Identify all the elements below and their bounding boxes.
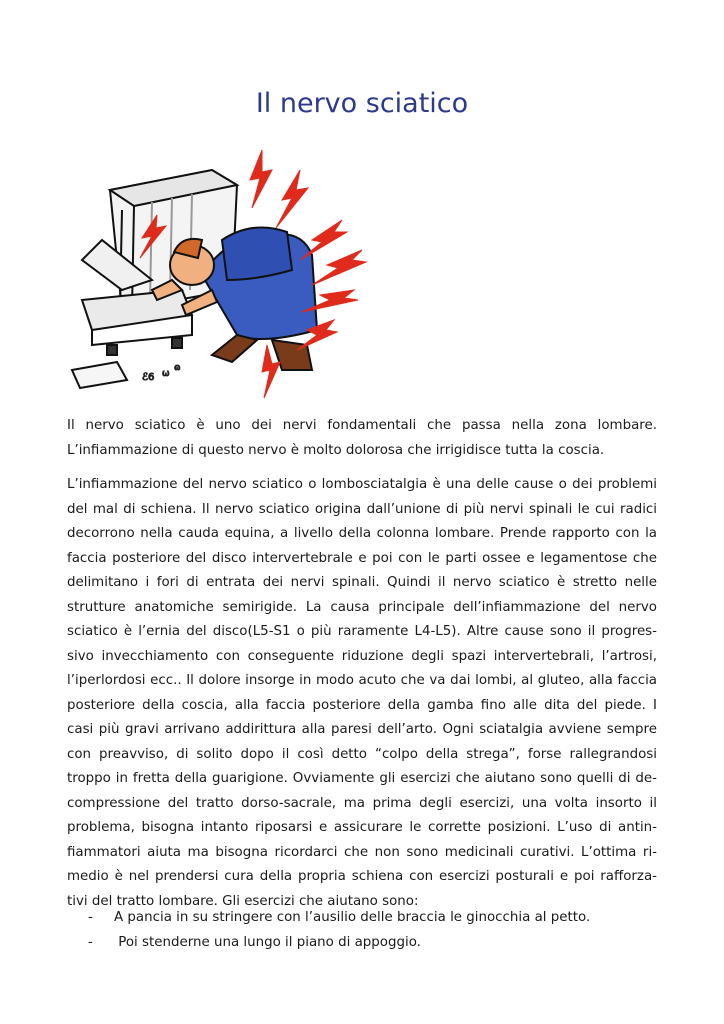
paragraph-line: faccia posteriore del disco intervertebrale e poi con le parti ossee e legamentose che [67, 550, 657, 566]
paragraph-line: posteriore della coscia, alla faccia posteriore della gamba fino alle dita del piede. I [67, 697, 657, 713]
paragraph-line: troppo in fretta della guarigione. Ovviamente gli esercizi che aiutano sono quelli di de- [67, 771, 657, 786]
exercise-list [88, 905, 658, 955]
body-paragraph [67, 473, 657, 914]
intro-paragraph [67, 414, 657, 463]
paragraph-line: del mal di schiena. Il nervo sciatico origina dall’unione di più nervi spinali le cui radici [67, 501, 657, 517]
list-item-text: Poi stenderne una lungo il piano di appoggio. [114, 935, 421, 950]
paragraph-line: sivo invecchiamento con conseguente riduzione degli spazi intervertebrali, l’artrosi, [67, 648, 657, 664]
paragraph-line: decorrono nella cauda equina, a livello della colonna lombare. Prende rapporto con la [67, 526, 657, 541]
svg-text:ω: ω [162, 369, 170, 379]
paragraph-line: medio è nel prendersi cura della propria schiena con esercizi posturali e poi rafforza- [67, 869, 657, 884]
paragraph-line: L’infiammazione del nervo sciatico o lombosciatalgia è una delle cause o dei problemi [67, 477, 657, 492]
list-item [88, 905, 658, 930]
list-item [88, 930, 658, 955]
paragraph-line: L’infiammazione di questo nervo è molto dolorosa che irrigidisce tutta la coscia. [67, 442, 605, 458]
paragraph-line: tivi del tratto lombare. Gli esercizi che aiutano sono: [67, 893, 419, 909]
page-title: Il nervo sciatico [255, 88, 469, 119]
list-item-text: A pancia in su stringere con l’ausilio delle braccia le ginocchia al petto. [114, 910, 591, 925]
paragraph-line: delimitano i fori di entrata dei nervi spinali. Quindi il nervo sciatico è stretto nelle [67, 575, 657, 590]
paragraph-line: problema, bisogna intanto riposarsi e assicurare le corrette posizioni. L’uso di antin- [67, 820, 657, 835]
paragraph-line: compressione del tratto dorso-sacrale, ma prima degli esercizi, una volta insorto il [67, 795, 657, 811]
man-with-sciatica-at-photocopier-illustration [62, 140, 402, 400]
paragraph-line: fiammatori aiuta ma bisogna ricordarci che non sono medicinali curativi. L’ottima ri- [67, 844, 657, 860]
list-dash: - [88, 935, 93, 950]
paragraph-line: con preavviso, di solito dopo il così detto “colpo della strega”, forse rallegrandosi [67, 746, 657, 762]
paragraph-line: Il nervo sciatico è uno dei nervi fondamentali che passa nella zona lombare. [67, 418, 657, 433]
paragraph-line: casi più gravi arrivano addirittura alla paresi dell’arto. Ogni sciatalgia avviene sempre [67, 722, 657, 737]
paragraph-line: sciatico è l’ernia del disco(L5-S1 o più raramente L4-L5). Altre cause sono il progres- [67, 624, 657, 639]
list-dash: - [88, 910, 93, 925]
svg-text:ℰ6: ℰ6 [142, 372, 155, 383]
paragraph-line: l’iperlordosi ecc.. Il dolore insorge in modo acuto che va dai lombi, al gluteo, alla faccia [67, 673, 657, 688]
paragraph-line: strutture anatomiche semirigide. La causa principale dell’infiammazione del nervo [67, 599, 657, 615]
svg-text:ɷ: ɷ [174, 363, 181, 373]
